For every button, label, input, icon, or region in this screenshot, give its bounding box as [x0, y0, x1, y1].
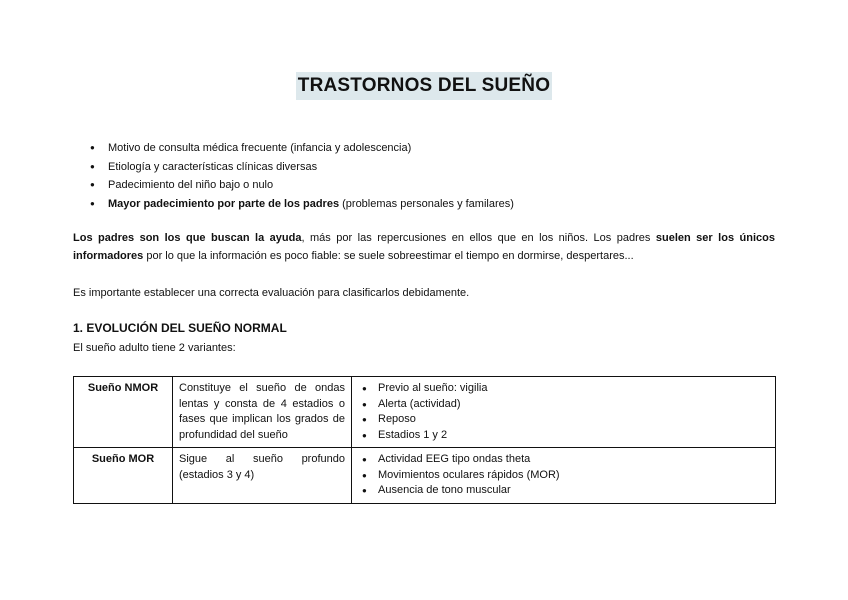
list-item-text: Etiología y características clínicas diversas: [108, 160, 318, 173]
list-item-text: Padecimiento del niño bajo o nulo: [108, 179, 274, 191]
table-cell-name: Sueño MOR: [74, 448, 173, 504]
table-cell-list: [358, 452, 769, 499]
list-item: [90, 195, 514, 214]
parents-paragraph: [73, 229, 775, 265]
table-cell-description: Sigue al sueño profundo (estadios 3 y 4): [173, 448, 352, 504]
list-item: [90, 139, 514, 158]
table-row: [74, 448, 776, 504]
list-item: ● Estadios 1 y 2: [378, 428, 769, 444]
paragraph-text: , más por las repercusiones en ellos que en los niños. Los padres: [301, 232, 656, 244]
list-item: ● Reposo: [378, 412, 769, 428]
table-cell-list: [358, 381, 769, 443]
title-wrapper: [0, 72, 848, 100]
section-subtitle: El sueño adulto tiene 2 variantes:: [73, 342, 236, 354]
table-cell-name: Sueño NMOR: [74, 377, 173, 448]
intro-bullet-list: [90, 139, 514, 213]
list-item: ● Ausencia de tono muscular: [378, 483, 769, 499]
table-cell-items: [352, 377, 776, 448]
list-item: ● Previo al sueño: vigilia: [378, 381, 769, 397]
section-heading: 1. EVOLUCIÓN DEL SUEÑO NORMAL: [73, 321, 287, 335]
list-item-bold-text: Mayor padecimiento por parte de los padres: [108, 197, 340, 210]
list-item-text: Motivo de consulta médica frecuente (infancia y adolescencia): [108, 142, 412, 154]
paragraph-text: por lo que la información es poco fiable: se suele sobreestimar el tiempo en dormirse, despertares...: [143, 250, 634, 262]
sleep-variants-table: [73, 376, 776, 504]
table-row: [74, 377, 776, 448]
table-cell-items: [352, 448, 776, 504]
list-item-text: (problemas personales y familares): [339, 197, 514, 210]
list-item: [90, 176, 514, 195]
bold-phrase: Los padres son los que buscan la ayuda: [73, 232, 302, 244]
list-item: ● Alerta (actividad): [378, 397, 769, 413]
page-title: TRASTORNOS DEL SUEÑO: [296, 72, 552, 100]
list-item: ● Actividad EEG tipo ondas theta: [378, 452, 769, 468]
evaluation-paragraph: Es importante establecer una correcta evaluación para clasificarlos debidamente.: [73, 287, 470, 299]
list-item: [90, 158, 514, 177]
list-item: ● Movimientos oculares rápidos (MOR): [378, 468, 769, 484]
bold-phrase: suelen ser los únicos informadores: [73, 232, 776, 262]
table-cell-description: Constituye el sueño de ondas lentas y consta de 4 estadios o fases que implican los grados de profundidad del sueño: [173, 377, 352, 448]
